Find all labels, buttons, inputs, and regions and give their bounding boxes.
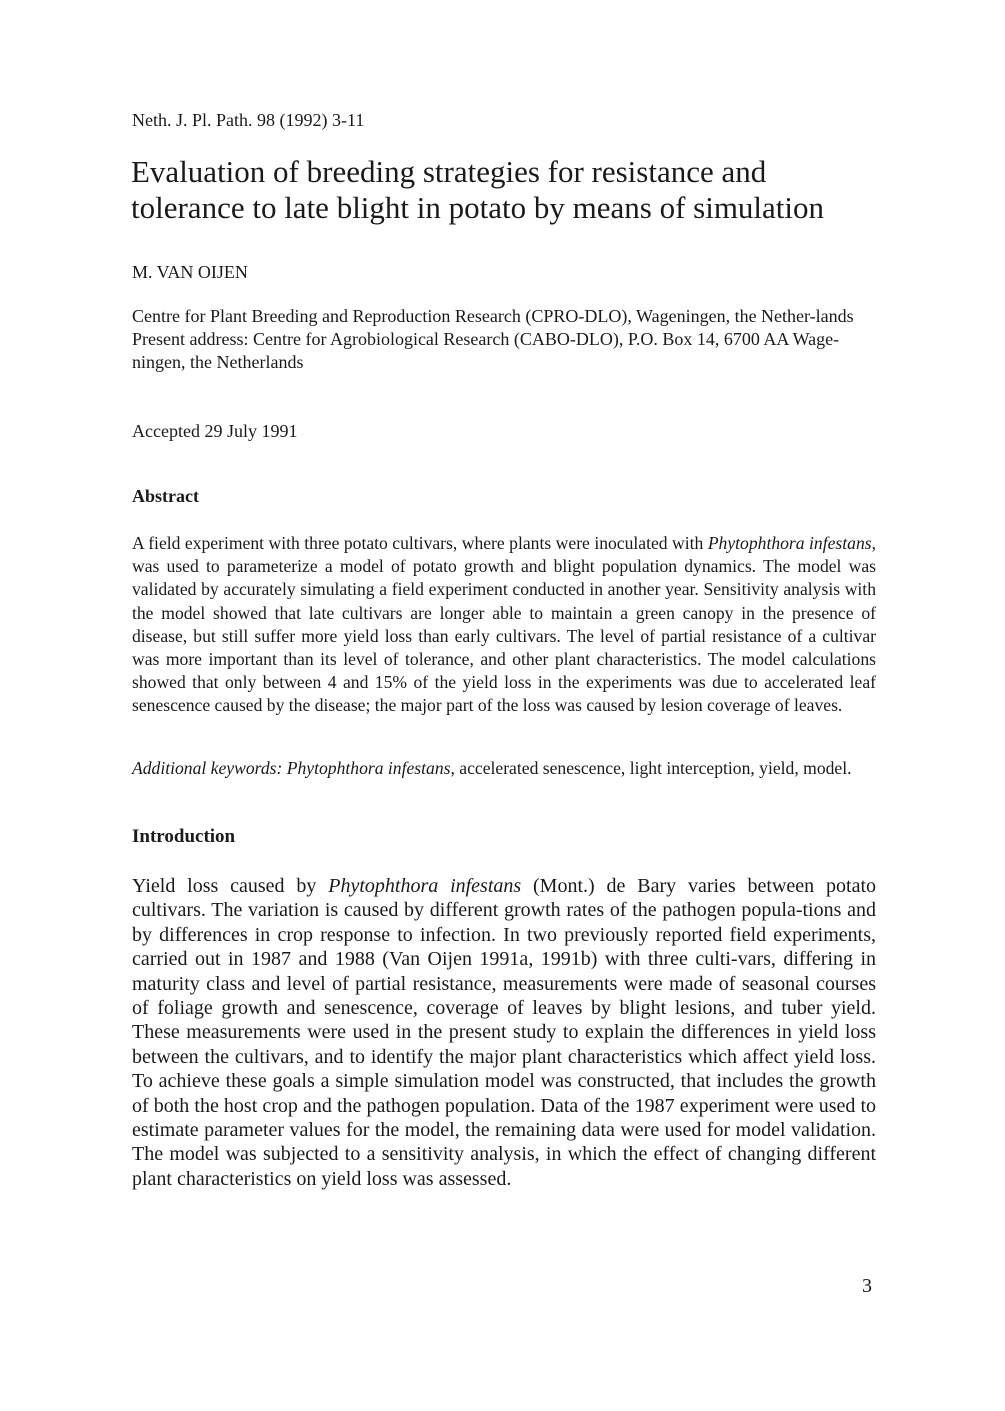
title-line-2: tolerance to late blight in potato by means of simulation xyxy=(131,190,825,225)
present-address: Present address: Centre for Agrobiological Research (CABO-DLO), P.O. Box 14, 6700 AA Wage-ningen, the Netherlands xyxy=(132,329,840,372)
abstract-species-name: Phytophthora infestans xyxy=(707,533,872,553)
page-number: 3 xyxy=(862,1275,872,1297)
abstract-text xyxy=(132,532,876,718)
introduction-text xyxy=(132,874,876,1191)
paper-title xyxy=(131,154,911,226)
keywords-label: Additional keywords xyxy=(132,758,277,778)
author-name: M. VAN OIJEN xyxy=(132,262,248,282)
affiliation-block xyxy=(132,305,882,374)
abstract-text-rest: , was used to parameterize a model of potato growth and blight population dynamics. The model was validated by accurately simulating a field experiment conducted in another year. Sensitivity analysis with the model showed that late cultivars are longer able to maintain a green canopy in the presence of disease, but still suffer more yield loss than early cultivars. The level of partial resistance of a cultivar was more important than its level of tolerance, and other plant characteristics. The model calculations showed that only between 4 and 15% of the yield loss in the experiments was due to accelerated leaf senescence caused by the disease; the major part of the loss was caused by lesion coverage of leaves. xyxy=(132,533,876,716)
intro-species-name: Phytophthora infestans xyxy=(328,875,522,897)
additional-keywords: Additional keywords: Phytophthora infestans, accelerated senescence, light interception, yield, model. xyxy=(132,758,852,778)
abstract-text-start: A field experiment with three potato cultivars, where plants were inoculated with xyxy=(132,533,708,553)
title-line-1: Evaluation of breeding strategies for resistance and xyxy=(131,154,767,189)
intro-text-start: Yield loss caused by xyxy=(132,875,329,897)
intro-text-rest: (Mont.) de Bary varies between potato cultivars. The variation is caused by different growth rates of the pathogen popula-tions and by differences in crop response to infection. In two previously reported field experiments, carried out in 1987 and 1988 (Van Oijen 1991a, 1991b) with three culti-vars, differing in maturity class and level of partial resistance, measurements were made of seasonal courses of foliage growth and senescence, coverage of leaves by blight lesions, and tuber yield. These measurements were used in the present study to explain the differences in yield loss between the cultivars, and to identify the major plant characteristics which affect yield loss. To achieve these goals a simple simulation model was constructed, that includes the growth of both the host crop and the pathogen population. Data of the 1987 experiment were used to estimate parameter values for the model, the remaining data were used for model validation. The model was subjected to a sensitivity analysis, in which the effect of changing different plant characteristics on yield loss was assessed. xyxy=(132,875,877,1190)
journal-reference: Neth. J. Pl. Path. 98 (1992) 3-11 xyxy=(132,110,365,130)
keywords-rest: , accelerated senescence, light interception, yield, model. xyxy=(450,758,852,778)
primary-affiliation: Centre for Plant Breeding and Reproduction Research (CPRO-DLO), Wageningen, the Nether-lands xyxy=(132,306,854,326)
keywords-species-name: Phytophthora infestans xyxy=(286,758,451,778)
abstract-heading: Abstract xyxy=(132,486,199,506)
accepted-date: Accepted 29 July 1991 xyxy=(132,421,298,441)
introduction-heading: Introduction xyxy=(132,826,236,847)
